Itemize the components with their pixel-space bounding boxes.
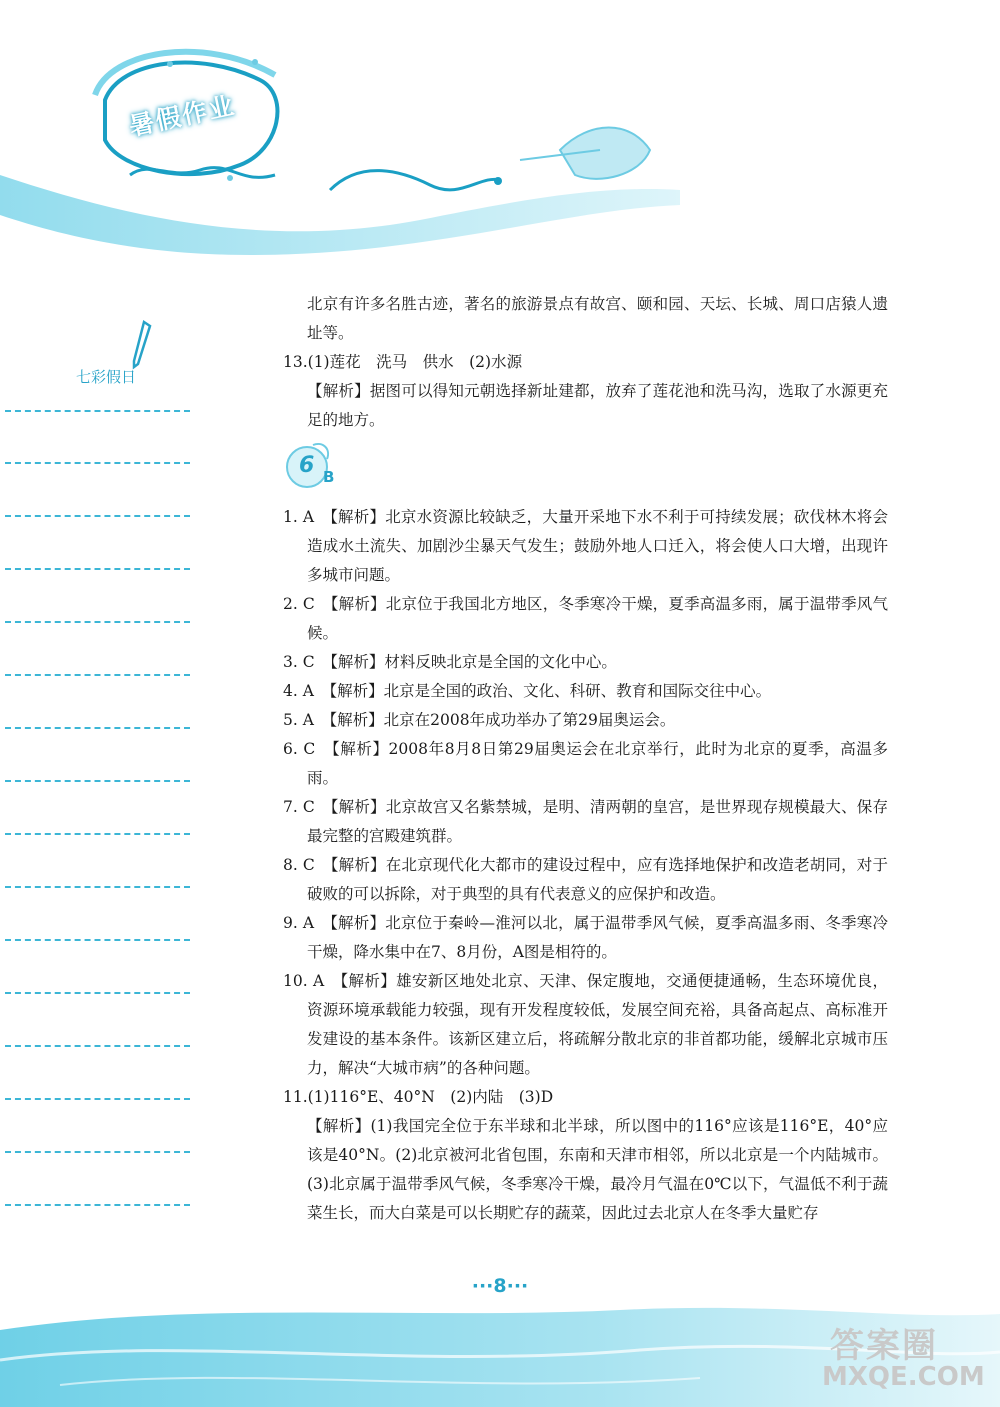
divider — [5, 462, 190, 464]
answer-item: 6. C 【解析】2008年8月8日第29届奥运会在北京举行，此时为北京的夏季，高温多雨。 — [283, 740, 888, 787]
pen-icon — [130, 320, 152, 370]
answer-item: 4. A 【解析】北京是全国的政治、文化、科研、教育和国际交往中心。 — [283, 682, 772, 700]
section-letter: B — [323, 468, 335, 486]
sidebar-label: 七彩假日 — [76, 368, 137, 386]
answer-explanation: 【解析】据图可以得知元朝选择新址建都，放弃了莲花池和洗马沟，选取了水源更充足的地方。 — [307, 382, 888, 429]
header-title: 暑假作业 — [126, 90, 239, 142]
divider — [5, 515, 190, 517]
divider — [5, 568, 190, 570]
divider — [5, 1098, 190, 1100]
answer-item: 5. A 【解析】北京在2008年成功举办了第29届奥运会。 — [283, 711, 676, 729]
answer-item: 13.(1)莲花 洗马 供水 (2)水源 — [283, 353, 523, 371]
divider — [5, 780, 190, 782]
answer-item: 8. C 【解析】在北京现代化大都市的建设过程中，应有选择地保护和改造老胡同，对于破败的可以拆除，对于典型的具有代表意义的应保护和改造。 — [283, 856, 888, 903]
answer-text: 北京有许多名胜古迹，著名的旅游景点有故宫、颐和园、天坛、长城、周口店猿人遗址等。 — [307, 295, 888, 342]
divider — [5, 833, 190, 835]
page-number: ···8··· — [471, 1275, 529, 1297]
divider — [5, 621, 190, 623]
answer-item: 10. A 【解析】雄安新区地处北京、天津、保定腹地，交通便捷通畅，生态环境优良，资源环境承载能力较强，现有开发程度较低，发展空间充裕，具备高起点、高标准开发建设的基本条件。该新区建立后，将疏解分散北京的非首都功能，缓解北京城市压力，解决“大城市病”的各种问题。 — [283, 972, 888, 1077]
section-number: 6 — [299, 453, 315, 478]
answer-item: 2. C 【解析】北京位于我国北方地区，冬季寒冷干燥，夏季高温多雨，属于温带季风气候。 — [283, 595, 888, 642]
divider — [5, 1151, 190, 1153]
answer-item: 7. C 【解析】北京故宫又名紫禁城，是明、清两朝的皇宫，是世界现存规模最大、保存最完整的宫殿建筑群。 — [283, 798, 888, 845]
answer-item: 9. A 【解析】北京位于秦岭—淮河以北，属于温带季风气候，夏季高温多雨、冬季寒冷干燥，降水集中在7、8月份，A图是相符的。 — [283, 914, 888, 961]
answer-item: 1. A 【解析】北京水资源比较缺乏，大量开采地下水不利于可持续发展；砍伐林木将会造成水土流失、加剧沙尘暴天气发生；鼓励外地人口迁入，将会使人口大增，出现许多城市问题。 — [283, 508, 888, 584]
answer-item: 11.(1)116°E、40°N (2)内陆 (3)D — [283, 1088, 554, 1106]
divider — [5, 727, 190, 729]
watermark — [822, 1318, 992, 1398]
divider — [5, 674, 190, 676]
answer-explanation: 【解析】(1)我国完全位于东半球和北半球，所以图中的116°应该是116°E，40°应该是40°N。(2)北京被河北省包围，东南和天津市相邻，所以北京是一个内陆城市。(3)北京属于温带季风气候，冬季寒冷干燥，最冷月气温在0℃以下，气温低不利于蔬菜生长，而大白菜是可以长期贮存的蔬菜，因此过去北京人在冬季大量贮存 — [307, 1117, 888, 1222]
divider — [5, 1204, 190, 1206]
watermark-en: MXQE.COM — [822, 1362, 985, 1392]
divider — [5, 410, 190, 412]
watermark-cn: 答案圈 — [830, 1326, 938, 1366]
divider — [5, 886, 190, 888]
answer-content — [283, 290, 888, 1228]
divider — [5, 1045, 190, 1047]
answer-item: 3. C 【解析】材料反映北京是全国的文化中心。 — [283, 653, 617, 671]
divider — [5, 992, 190, 994]
divider — [5, 939, 190, 941]
section-badge — [283, 437, 888, 497]
